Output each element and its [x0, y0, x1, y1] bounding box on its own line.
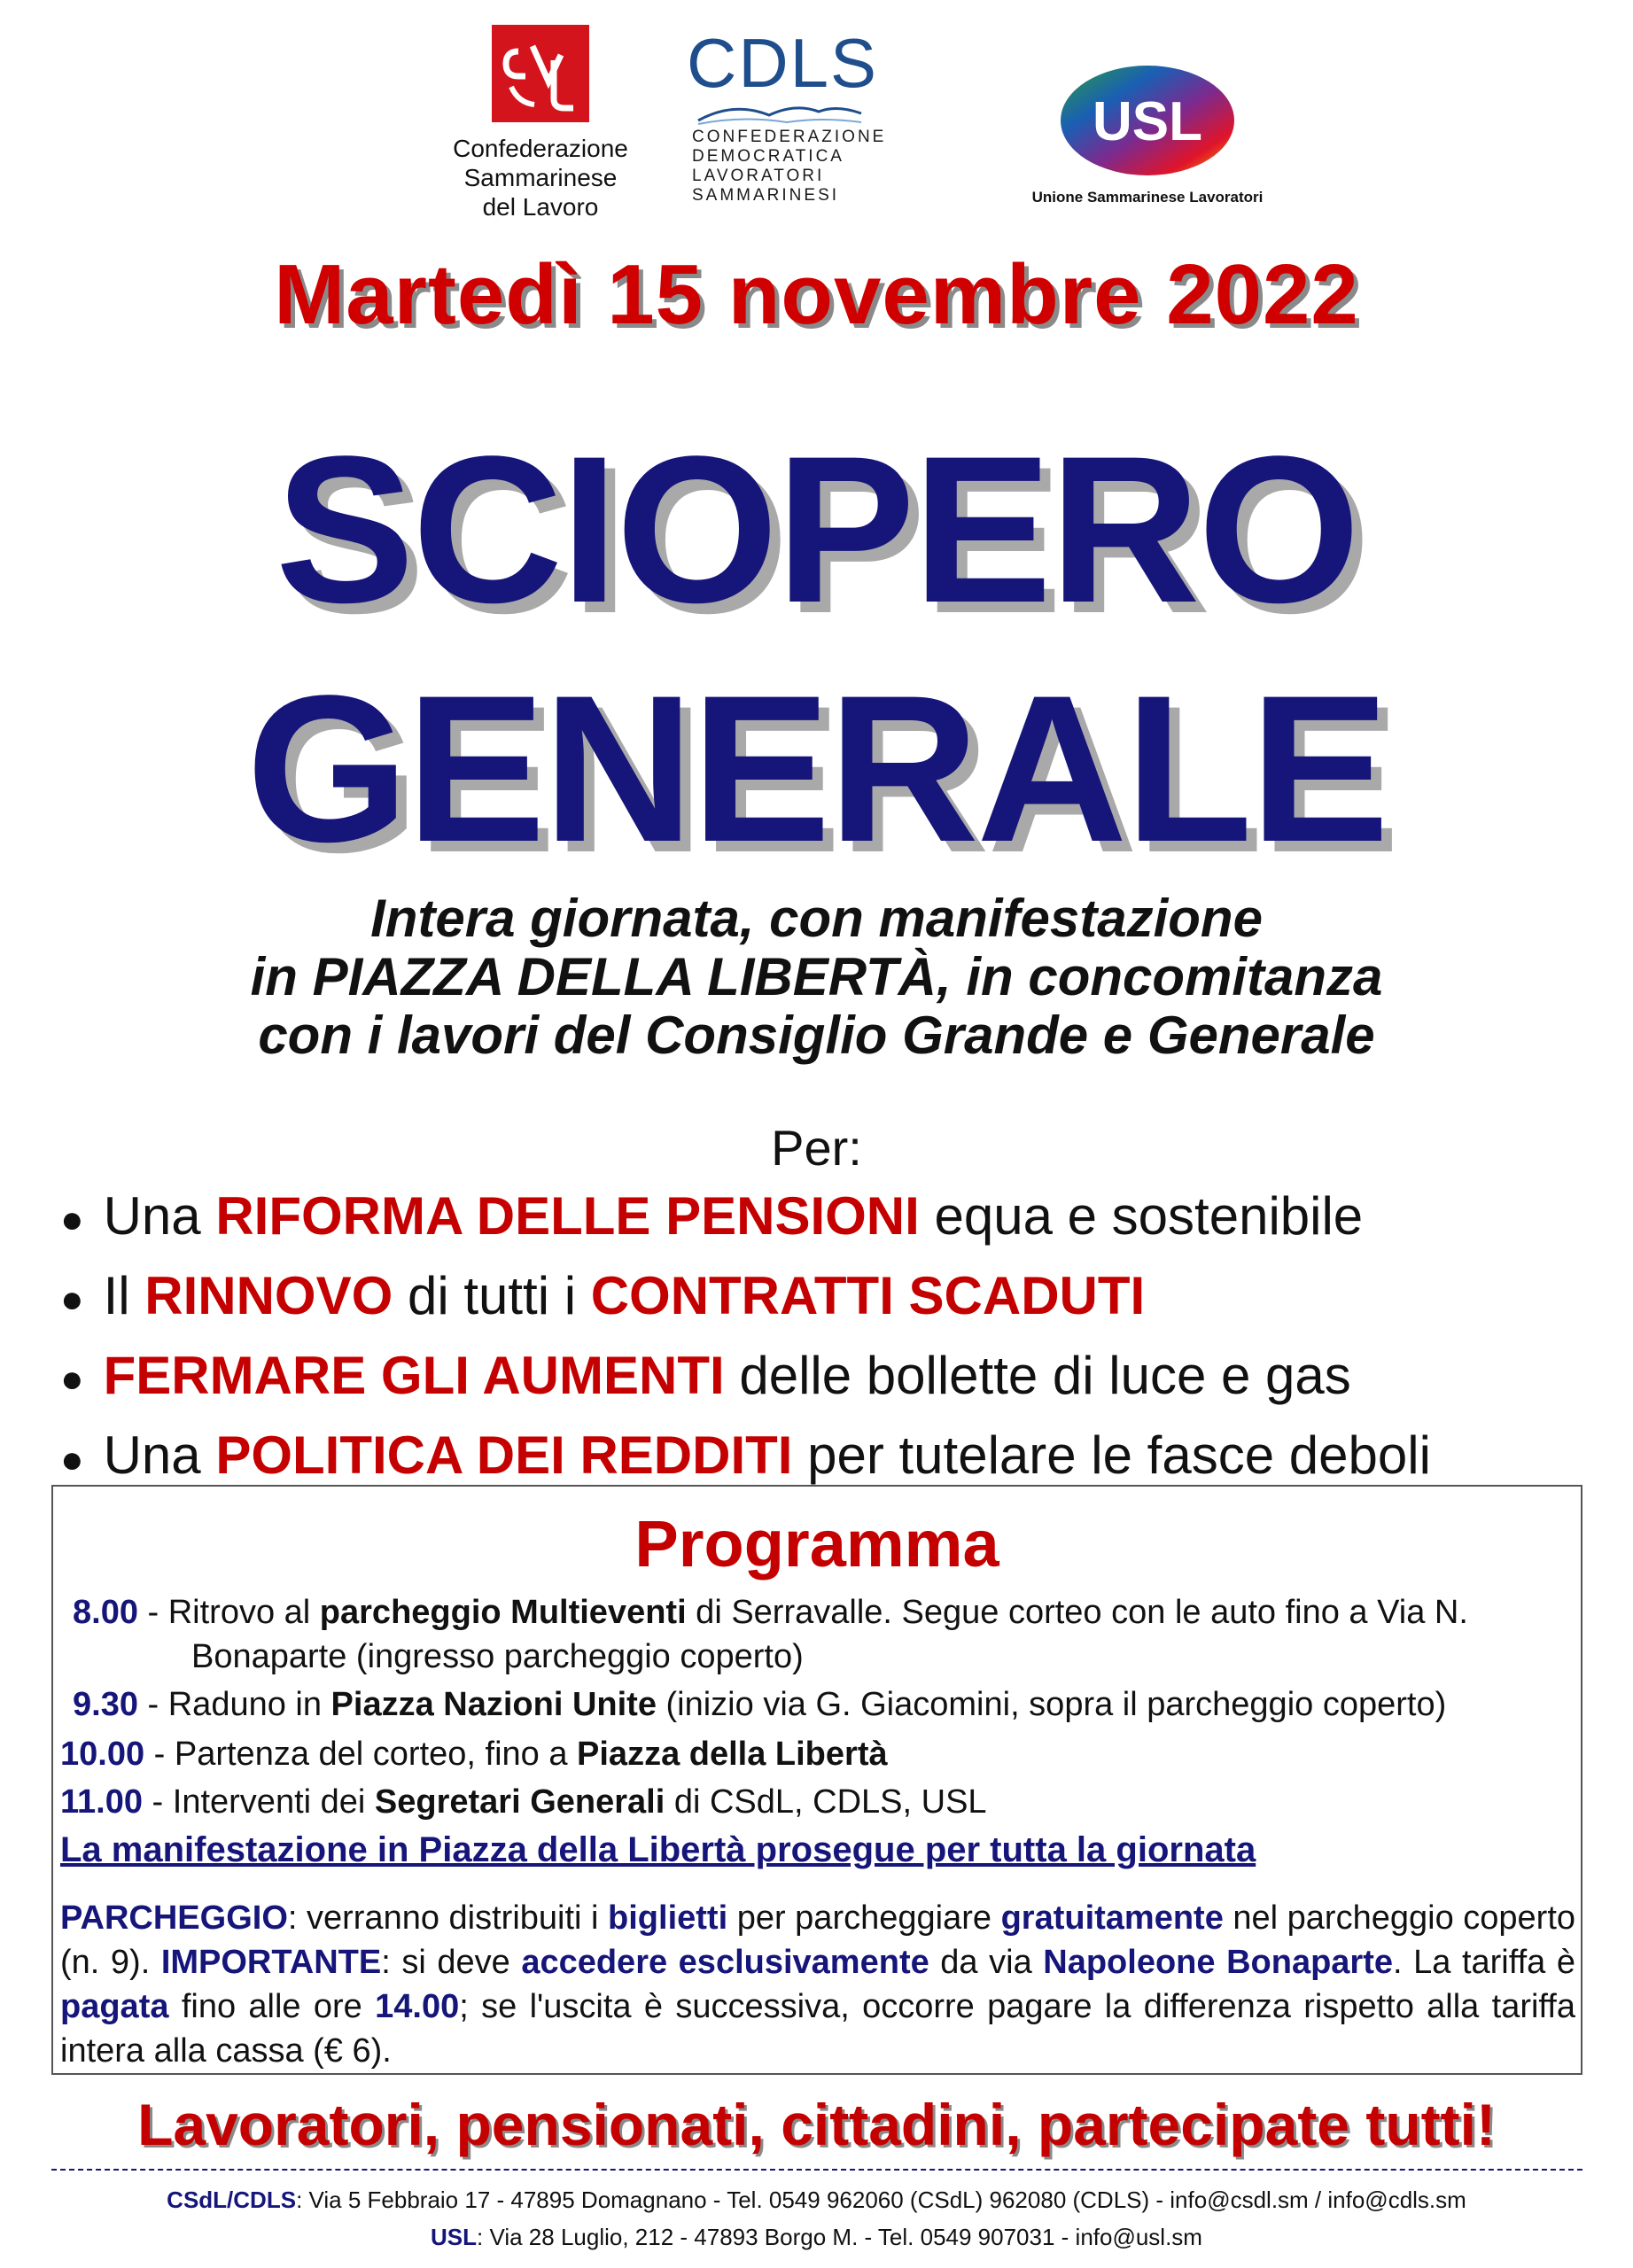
contact-label: CSdL/CDLS: [167, 2186, 297, 2213]
subtitle-square: PIAZZA DELLA LIBERTÀ: [312, 947, 937, 1006]
cdls-line-2: DEMOCRATICA: [692, 147, 844, 166]
demand-highlight: RINNOVO: [144, 1266, 393, 1326]
program-place: parcheggio Multieventi: [319, 1594, 687, 1631]
demand-text: delle bollette di luce e gas: [724, 1346, 1351, 1406]
svg-text:USL: USL: [1093, 91, 1202, 152]
demand-text: Una: [103, 1186, 216, 1246]
parking-keyword: biglietti: [608, 1899, 728, 1937]
program-text: - Interventi dei: [143, 1783, 375, 1821]
bullet-dot-icon: ●: [60, 1437, 84, 1481]
program-item-continuation: Bonaparte (ingresso parcheggio coperto): [191, 1638, 804, 1675]
program-place: Piazza della Libertà: [577, 1736, 888, 1773]
program-time: 9.30: [73, 1686, 138, 1723]
cdls-logo: [687, 24, 887, 206]
parking-text: da via: [929, 1944, 1044, 1981]
demand-highlight: CONTRATTI SCADUTI: [590, 1266, 1146, 1326]
demand-item: [60, 1178, 1620, 1258]
parking-keyword: Napoleone Bonaparte: [1043, 1944, 1393, 1981]
program-text: - Ritrovo al: [137, 1594, 320, 1631]
subtitle-post: , in concomitanza: [937, 947, 1383, 1006]
csdl-line-1: Confederazione: [453, 135, 628, 162]
headline-line-1: SCIOPERO: [275, 413, 1358, 647]
program-text: di Serravalle. Segue corteo con le auto fino a Via N.: [686, 1594, 1468, 1631]
demand-highlight: FERMARE GLI AUMENTI: [103, 1346, 725, 1406]
cdls-acronym: CDLS: [687, 24, 879, 102]
demand-text: equa e sostenibile: [919, 1186, 1364, 1246]
subtitle: [0, 889, 1633, 1065]
demand-text: per tutelare le fasce deboli: [792, 1425, 1431, 1486]
footer-divider: [51, 2169, 1582, 2171]
parking-info: [60, 1896, 1575, 2073]
subtitle-pre: in: [250, 947, 313, 1006]
csdl-emblem-icon: [492, 25, 589, 122]
demand-item: [60, 1258, 1620, 1338]
program-all-day-note: La manifestazione in Piazza della Libertà prosegue per tutta la giornata: [60, 1830, 1256, 1869]
bullet-dot-icon: ●: [60, 1357, 84, 1402]
program-place: Segretari Generali: [374, 1783, 665, 1821]
call-to-action: Lavoratori, pensionati, cittadini, partecipate tutti!: [137, 2092, 1496, 2157]
program-box: [51, 1485, 1582, 2075]
bullet-dot-icon: ●: [60, 1198, 84, 1242]
usl-logo: [984, 64, 1311, 206]
csdl-name: [425, 134, 656, 221]
subtitle-line-1: Intera giornata, con manifestazione: [370, 889, 1263, 948]
cdls-line-1: CONFEDERAZIONE: [692, 128, 887, 146]
program-time: 10.00: [60, 1736, 145, 1773]
usl-caption: Unione Sammarinese Lavoratori: [1031, 189, 1264, 206]
parking-text: per parcheggiare: [727, 1899, 1001, 1937]
program-time: 8.00: [73, 1594, 138, 1631]
demand-text: di tutti i: [393, 1266, 591, 1326]
program-text: - Raduno in: [137, 1686, 331, 1723]
parking-keyword: 14.00: [375, 1988, 460, 2025]
cdls-line-4: SAMMARINESI: [692, 186, 840, 205]
contact-label: USL: [431, 2224, 478, 2250]
program-item: [73, 1683, 1446, 1726]
csdl-logo: [425, 25, 656, 221]
parking-keyword: gratuitamente: [1000, 1899, 1224, 1937]
contact-usl: [0, 2224, 1633, 2251]
demand-text: Una: [103, 1425, 216, 1486]
program-item: [60, 1733, 888, 1775]
contact-csdl-cdls: [0, 2186, 1633, 2214]
program-text: - Partenza del corteo, fino a: [144, 1736, 578, 1773]
program-text: (inizio via G. Giacomini, sopra il parcheggio coperto): [656, 1686, 1447, 1723]
program-time: 11.00: [60, 1783, 143, 1821]
cdls-line-3: LAVORATORI: [692, 167, 825, 185]
program-text: di CSdL, CDLS, USL: [665, 1783, 987, 1821]
headline-line-2: GENERALE: [245, 652, 1388, 886]
csdl-line-2: Sammarinese: [463, 164, 618, 191]
subtitle-line-3: con i lavori del Consiglio Grande e Generale: [258, 1006, 1375, 1065]
subtitle-line-2: [0, 948, 1633, 1006]
contact-text: : Via 28 Luglio, 212 - 47893 Borgo M. - Tel. 0549 907031 - info@usl.sm: [477, 2224, 1202, 2250]
demand-text: Il: [103, 1266, 145, 1326]
parking-keyword: accedere esclusivamente: [521, 1944, 929, 1981]
cdls-wave-icon: [691, 97, 868, 128]
program-title: Programma: [634, 1507, 999, 1581]
bullet-dot-icon: ●: [60, 1278, 84, 1322]
parking-keyword: IMPORTANTE: [160, 1944, 382, 1981]
parking-keyword: pagata: [60, 1988, 169, 2025]
parking-text: : verranno distribuiti i: [287, 1899, 609, 1937]
program-place: Piazza Nazioni Unite: [330, 1686, 657, 1723]
parking-keyword: PARCHEGGIO: [60, 1899, 288, 1937]
demand-highlight: POLITICA DEI REDDITI: [215, 1425, 793, 1486]
event-date: Martedì 15 novembre 2022: [274, 247, 1359, 342]
program-item: [73, 1591, 1468, 1634]
parking-text: fino alle ore: [168, 1988, 376, 2025]
parking-text: : si deve: [381, 1944, 522, 1981]
demand-item: [60, 1338, 1620, 1418]
program-item: [60, 1781, 987, 1823]
usl-emblem-icon: [1059, 64, 1236, 177]
demand-highlight: RIFORMA DELLE PENSIONI: [215, 1186, 920, 1246]
contact-text: : Via 5 Febbraio 17 - 47895 Domagnano - Tel. 0549 962060 (CSdL) 962080 (CDLS) - info@csdl.sm / info@cdls.sm: [296, 2186, 1466, 2213]
demands-list: [60, 1178, 1620, 1498]
parking-text: nel parcheggio coperto (n. 9).: [60, 1899, 1576, 1981]
parking-text: . La tariffa è: [1393, 1944, 1575, 1981]
per-label: Per:: [771, 1120, 862, 1176]
cdls-name: [687, 128, 887, 206]
parking-text: ; se l'uscita è successiva, occorre pagare la differenza rispetto alla tariffa intera alla cassa (€ 6).: [60, 1988, 1575, 2070]
csdl-line-3: del Lavoro: [482, 193, 599, 221]
